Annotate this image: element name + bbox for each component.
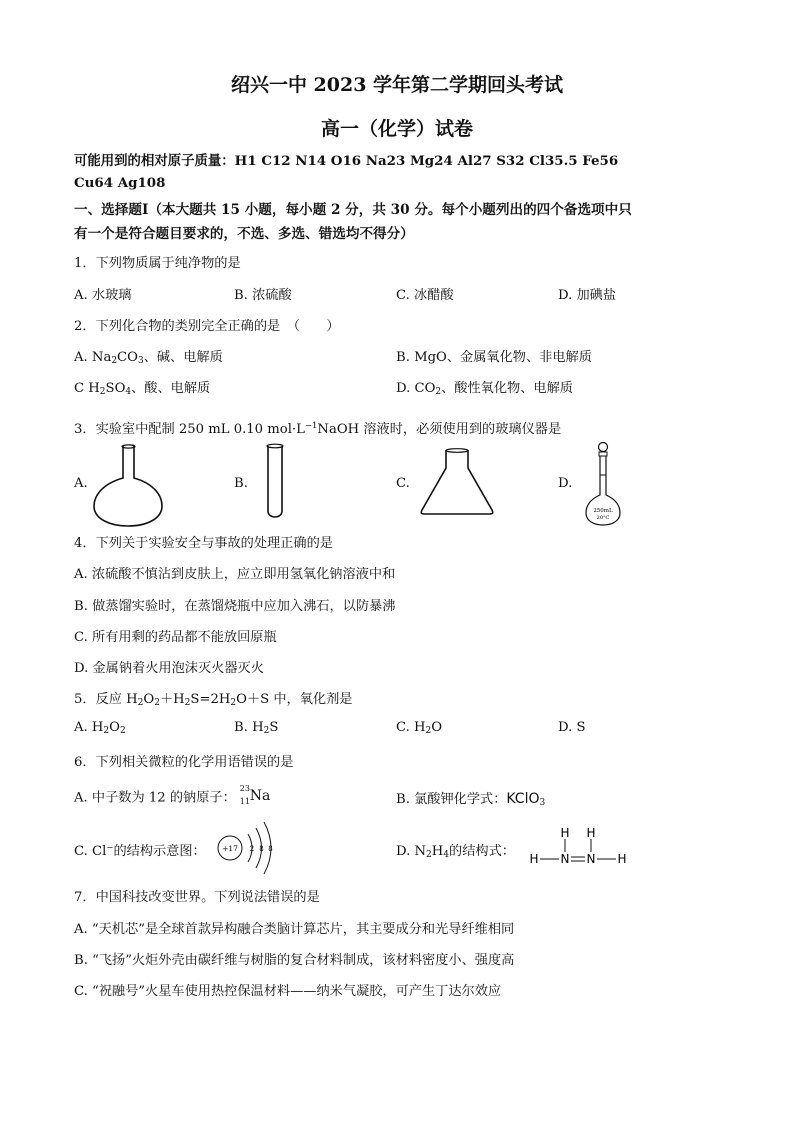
q7-stem: 7．中国科技改变世界。下列说法错误的是 [74, 890, 320, 905]
exam-subtitle: 高一（化学）试卷 [320, 118, 473, 140]
flask-volume-label: 250mL [593, 508, 613, 514]
q3-stem: 3．实验室中配制 250 mL 0.10 $mol\cdot L^{-1}NaOH$ 溶液时，必须使用到的玻璃仪器是 [74, 421, 562, 437]
q7-option-c: C. “祝融号”火星车使用热控保温材料——纳米气凝胶，可产生丁达尔效应 [74, 984, 502, 999]
q4-option-a: A. 浓硫酸不慎沾到皮肤上，应立即用氢氧化钠溶液中和 [74, 567, 396, 582]
q5-option-a: A. $H_2O_2$ [74, 720, 126, 736]
q5-option-b: B. $H_2S$ [234, 720, 279, 736]
q3-option-b-label: B. [234, 476, 248, 491]
chloride-ion-structure-diagram [214, 820, 284, 876]
q3-option-c-label: C. [396, 476, 410, 491]
nucleus-charge-label: +17 [222, 844, 238, 853]
atom-h-left: H [529, 852, 539, 866]
q7-option-b: B. “飞扬”火炬外壳由碳纤维与树脂的复合材料制成，该材料密度小、强度高 [74, 953, 515, 968]
q7-option-a: A. “天机芯”是全球首款异构融合类脑计算芯片，其主要成分和光导纤维相同 [74, 922, 515, 937]
q4-stem: 4．下列关于实验安全与事故的处理正确的是 [74, 536, 333, 551]
q4-option-c: C. 所有用剩的药品都不能放回原瓶 [74, 630, 277, 645]
q1-option-c: C. 冰醋酸 [396, 288, 454, 303]
exam-title: 绍兴一中 2023 学年第二学期回头考试 [230, 74, 564, 96]
q1-stem: 1．下列物质属于纯净物的是 [74, 256, 241, 271]
q6-option-c-text: C. Cl−的结构示意图： [74, 843, 206, 859]
q1-option-b: B. 浓硫酸 [234, 288, 292, 303]
q5-option-c: C. $H_2O$ [396, 720, 443, 736]
q5-stem: 5．反应 $H_2O_2+H_2S=2H_2O+S$ 中，氧化剂是 [74, 692, 353, 708]
q3-option-a-label: A. [74, 476, 88, 491]
q3-option-d-label: D. [558, 476, 573, 491]
atom-n-left: N [560, 852, 570, 866]
section1-heading-line1: 一、选择题Ⅰ（本大题共 15 小题，每小题 2 分，共 30 分。每个小题列出的四个备选项中只 [74, 202, 632, 218]
flask-temp-label: 20°C [596, 515, 610, 521]
q2-option-c: C $H_2SO_4$、酸、电解质 [74, 381, 211, 397]
q2-stem: 2．下列化合物的类别完全正确的是 （ ） [74, 319, 340, 334]
section1-heading-line2: 有一个是符合题目要求的，不选、多选、错选均不得分） [74, 226, 414, 242]
test-tube-icon [262, 443, 288, 523]
q6-option-a: A. 中子数为 12 的钠原子： 23 11 Na [74, 786, 266, 810]
q4-option-b: B. 做蒸馏实验时，在蒸馏烧瓶中应加入沸石，以防暴沸 [74, 599, 396, 614]
shell3-electrons: 8 [268, 845, 273, 853]
q2-option-a: A. $Na_2CO_3$、碱、电解质 [74, 350, 223, 366]
atom-h-top-left: H [560, 826, 570, 840]
q6-option-b: B. 氯酸钾化学式：KClO$_3$ [396, 791, 546, 808]
atom-h-right: H [617, 852, 627, 866]
q6-stem: 6．下列相关微粒的化学用语错误的是 [74, 755, 294, 770]
q1-option-a: A. 水玻璃 [74, 288, 132, 303]
atom-n-right: N [586, 852, 596, 866]
q2-option-b: B. MgO、金属氧化物、非电解质 [396, 350, 592, 365]
round-bottom-flask-icon [90, 444, 172, 528]
atomic-masses-line2: Cu64 Ag108 [74, 175, 166, 191]
hydrazine-structural-formula [524, 826, 630, 868]
shell1-electrons: 2 [249, 845, 255, 853]
q1-option-d: D. 加碘盐 [558, 288, 617, 303]
q4-option-d: D. 金属钠着火用泡沫灭火器灭火 [74, 661, 264, 676]
shell2-electrons: 8 [259, 845, 264, 853]
q2-option-d: D. $CO_2$、酸性氧化物、电解质 [396, 381, 573, 397]
atom-h-top-right: H [586, 826, 596, 840]
volumetric-flask-icon [583, 441, 623, 527]
q5-option-d: D. S [558, 720, 586, 735]
atomic-masses-line1: 可能用到的相对原子质量：H1 C12 N14 O16 Na23 Mg24 Al27 S32 Cl35.5 Fe56 [74, 153, 619, 169]
sodium-nuclide-notation: 23 11 Na [239, 784, 271, 806]
q6-option-d-text: D. $N_2H_4$的结构式： [396, 844, 515, 860]
conical-flask-icon [418, 448, 496, 516]
